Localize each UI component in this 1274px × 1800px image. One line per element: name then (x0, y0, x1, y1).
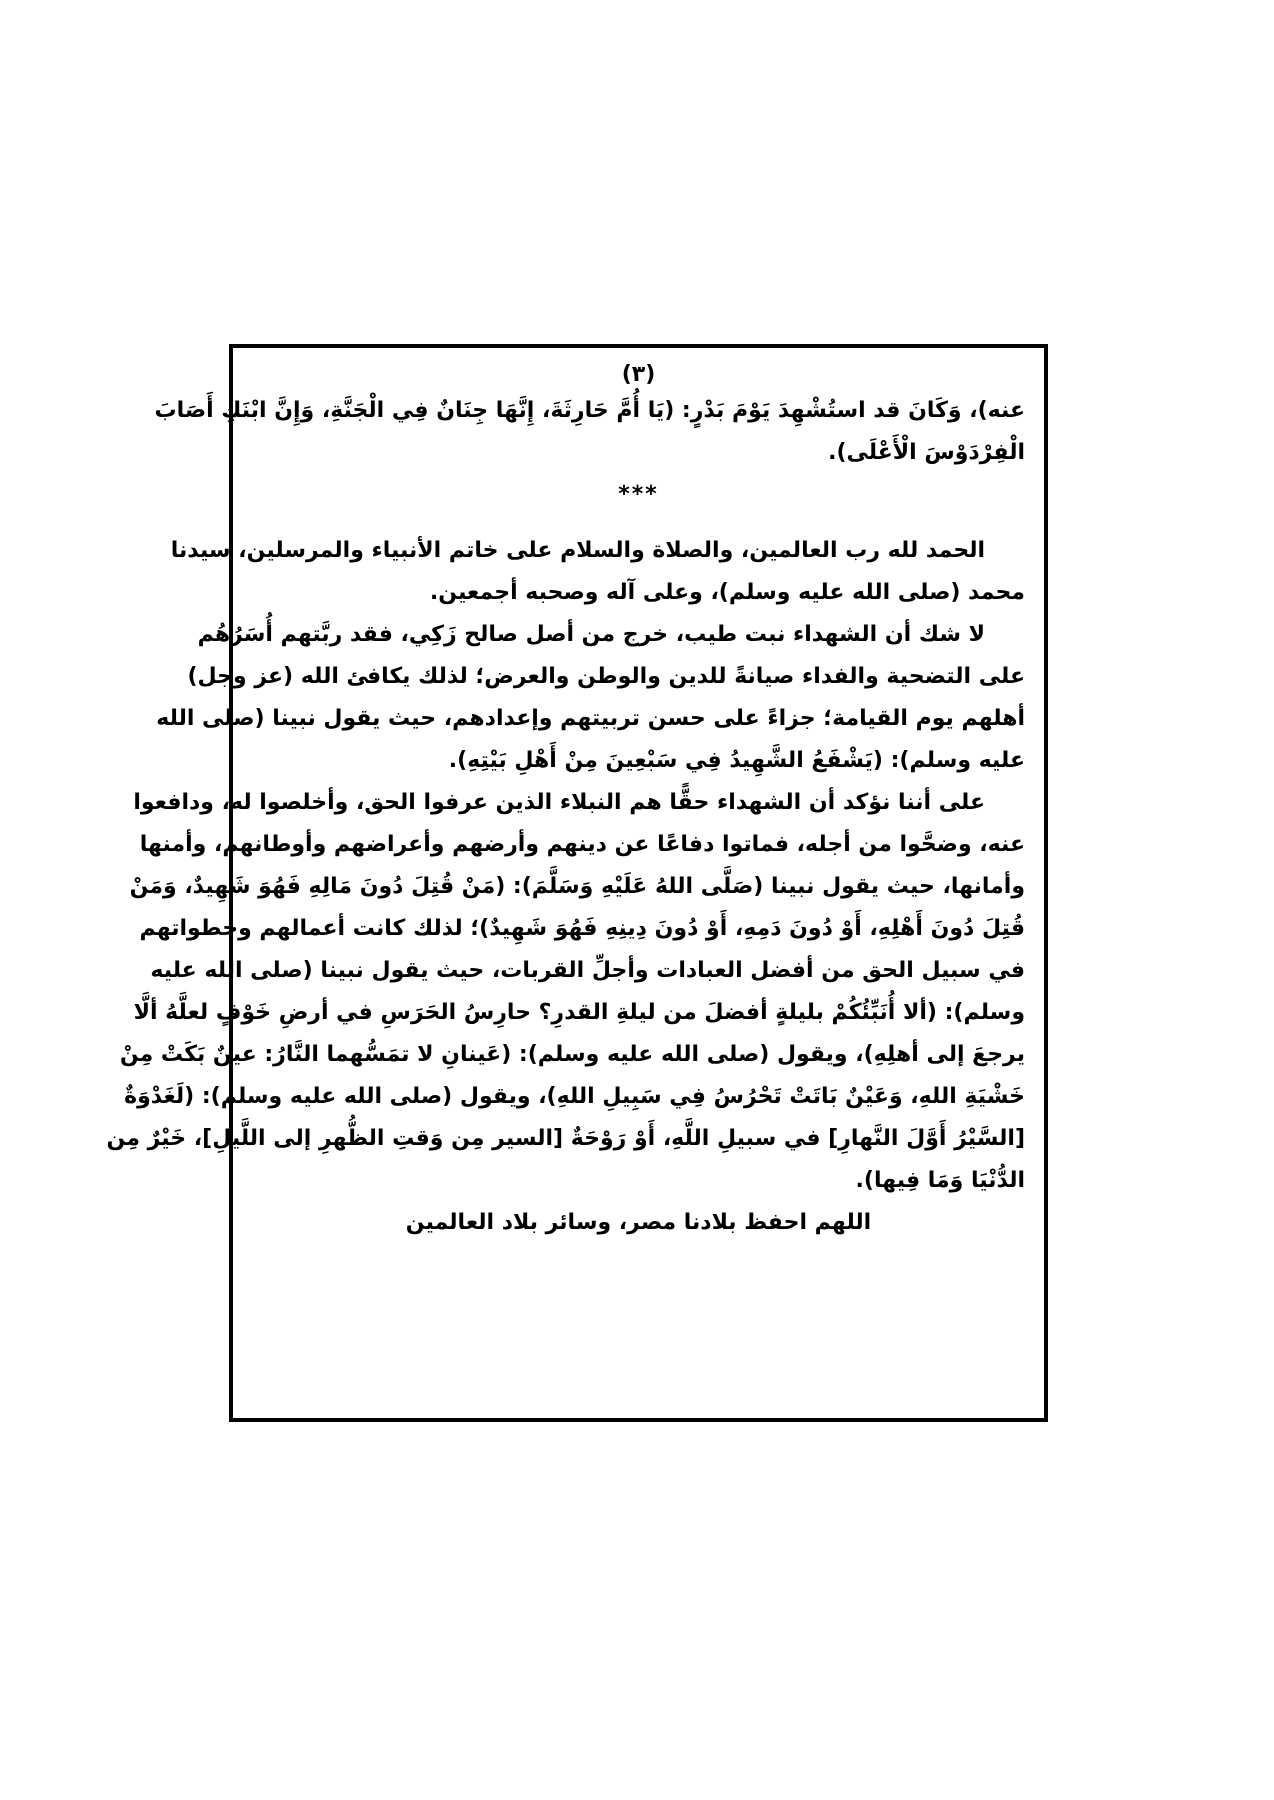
text-line: لا شك أن الشهداء نبت طيب، خرج من أصل صالح زَكِي، فقد ربَّتهم أُسَرُهُم (197, 622, 985, 647)
text-line: على التضحية والفداء صيانةً للدين والوطن والعرض؛ لذلك يكافئ الله (عز وجل) (187, 664, 1025, 689)
text-line: قُتِلَ دُونَ أَهْلِهِ، أَوْ دُونَ دَمِهِ، أَوْ دُونَ دِينِهِ فَهُوَ شَهِيدٌ)؛ لذلك كانت أعمالهم وخطواتهم (139, 916, 1025, 941)
document-page-frame (106, 344, 1048, 1422)
text-line: وأمانها، حيث يقول نبينا (صَلَّى اللهُ عَلَيْهِ وَسَلَّمَ): (مَنْ قُتِلَ دُونَ مَالِهِ فَهُوَ شَهِيدٌ، وَمَنْ (129, 874, 1025, 899)
text-line: على أننا نؤكد أن الشهداء حقًّا هم النبلاء الذين عرفوا الحق، وأخلصوا له، ودافعوا (133, 790, 985, 815)
text-line: خَشْيَةِ اللهِ، وَعَيْنٌ بَاتَتْ تَحْرُسُ فِي سَبِيلِ اللهِ)، ويقول (صلى الله عليه وسلم): (لَغَدْوَةٌ (124, 1084, 1025, 1109)
document-body (106, 390, 1025, 1202)
text-line: عنه)، وَكَانَ قد استُشْهِدَ يَوْمَ بَدْرٍ: (يَا أُمَّ حَارِثَةَ، إِنَّهَا جِنَانٌ فِي الْجَنَّةِ، وَإِنَّ ابْنَكِ أَصَابَ (154, 398, 1025, 423)
separator-spacer (252, 516, 1025, 530)
text-line: عنه، وضحَّوا من أجله، فماتوا دفاعًا عن دينهم وأرضهم وأعراضهم وأوطانهم، وأمنها (139, 832, 1025, 857)
text-line: وسلم): (ألا أُنَبِّئُكُمْ بليلةٍ أفضلَ من ليلةِ القدرِ؟ حارِسُ الحَرَسِ في أرضِ خَوْفٍ لعلَّهُ ألَّا (133, 1000, 1025, 1025)
text-line: في سبيل الحق من أفضل العبادات وأجلِّ القربات، حيث يقول نبينا (صلى الله عليه (150, 958, 1025, 983)
text-line: الحمد لله رب العالمين، والصلاة والسلام على خاتم الأنبياء والمرسلين، سيدنا (170, 538, 985, 563)
text-line: محمد (صلى الله عليه وسلم)، وعلى آله وصحبه أجمعين. (429, 580, 1025, 605)
text-line: عليه وسلم): (يَشْفَعُ الشَّهِيدُ فِي سَبْعِينَ مِنْ أَهْلِ بَيْتِهِ). (448, 748, 1025, 773)
page-number: (٣) (621, 362, 656, 387)
text-line: الدُّنْيَا وَمَا فِيها). (855, 1168, 1025, 1193)
text-line: [السَّيْرُ أَوَّلَ النَّهارِ] في سبيلِ اللَّهِ، أَوْ رَوْحَةٌ [السير مِن وَقتِ الظُّهرِ إلى اللَّيلِ]، خَيْرٌ مِن (106, 1126, 1025, 1151)
closing-prayer: اللهم احفظ بلادنا مصر، وسائر بلاد العالمين (405, 1210, 872, 1235)
section-separator: *** (618, 482, 659, 507)
text-line: الْفِرْدَوْسَ الْأَعْلَى). (828, 440, 1025, 465)
text-line: يرجعَ إلى أهلِهِ)، ويقول (صلى الله عليه وسلم): (عَينانِ لا تمَسُّهما النَّارُ: عينٌ بَكَتْ مِنْ (119, 1042, 1025, 1067)
text-line: أهلهم يوم القيامة؛ جزاءً على حسن تربيتهم وإعدادهم، حيث يقول نبينا (صلى الله (156, 706, 1025, 731)
